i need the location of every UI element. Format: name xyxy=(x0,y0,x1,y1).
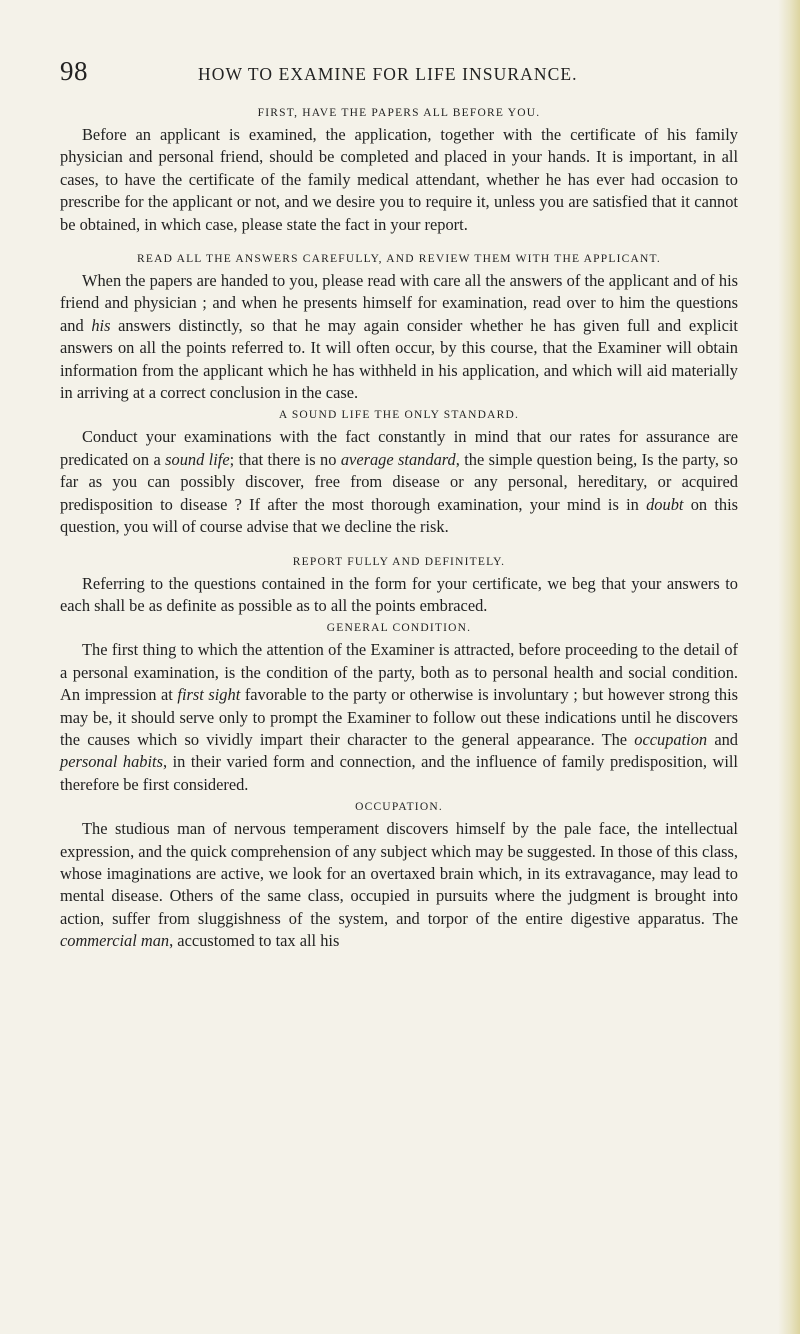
emphasis: doubt xyxy=(646,494,684,514)
emphasis: commercial man xyxy=(60,931,170,951)
section-paragraph: The studious man of nervous temperament discovers himself by the pale face, the intellectual expression, and the quick comprehension of any subject which may be suggested. In those of this class, whose imaginations are active, we look for an overtaxed brain which, in its extravagance, may lead to mental disease. Others of the same class, occupied in pursuits where the judgment is brought into action, suffer from sluggishness of the system, and torpor of the entire digestive apparatus. The commercial man, accustomed to tax all his xyxy=(60,819,738,951)
section-heading: A SOUND LIFE THE ONLY STANDARD. xyxy=(278,409,520,422)
running-title: HOW TO EXAMINE FOR LIFE INSURANCE. xyxy=(198,64,578,84)
section-paragraph: The first thing to which the attention of the Examiner is attracted, before proceeding to the detail of a personal examination, is the condition of the party, both as to personal health and social condition. An impression at first sight favorable to the party or otherwise is involuntary ; but however strong this may be, it should serve only to prompt the Examiner to follow out these indications until he discovers the causes which so vividly impart their character to the general appearance. The occupation and personal habits, in their varied form and connection, and the influence of family predisposition, will therefore be first considered. xyxy=(60,640,739,794)
section-report xyxy=(60,551,738,618)
running-head xyxy=(60,56,738,90)
section-papers xyxy=(60,102,738,236)
emphasis: his xyxy=(91,315,111,335)
section-standard xyxy=(60,404,738,538)
section-review xyxy=(60,248,738,404)
section-paragraph: Before an applicant is examined, the application, together with the certificate of his family physician and personal friend, should be completed and placed in your hands. It is important, in all cases, to have the certificate of the family medical attendant, whether he has ever had occasion to prescribe for the applicant or not, and we desire you to require it, unless you are satisfied that it cannot be obtained, in which case, please state the fact in your report. xyxy=(60,125,738,234)
section-heading: READ ALL THE ANSWERS CAREFULLY, AND REVIEW THEM WITH THE APPLICANT. xyxy=(137,253,661,266)
section-paragraph: Referring to the questions contained in the form for your certificate, we beg that your answers to each shall be as definite as possible as to all the points embraced. xyxy=(60,573,738,615)
section-paragraph: Conduct your examinations with the fact constantly in mind that our rates for assurance are predicated on a sound life; that there is no average standard, the simple question being, Is the party, so far as you can possibly discover, free from disease or any personal, hereditary, or acquired predisposition to disease ? If after the most thorough examination, your mind is in doubt on this question, you will of course advise that we decline the risk. xyxy=(60,427,739,537)
emphasis: occupation xyxy=(634,729,708,749)
section-occupation xyxy=(60,796,738,952)
emphasis: sound life xyxy=(165,449,230,469)
section-general xyxy=(60,617,738,796)
page-content xyxy=(60,56,738,953)
section-heading: OCCUPATION. xyxy=(355,801,443,814)
section-paragraph: When the papers are handed to you, please read with care all the answers of the applicant and of his friend and physician ; and when he presents himself for examination, read over to him the questions and his answers distinctly, so that he may again consider whether he has given full and explicit answers on all the points referred to. It will often occur, by this course, that the Examiner will obtain information from the applicant which he has withheld in his application, and which will aid materially in arriving at a correct conclusion in the case. xyxy=(60,271,738,403)
page-number: 98 xyxy=(60,56,88,86)
emphasis: first sight xyxy=(177,685,241,705)
emphasis: personal habits xyxy=(60,752,163,772)
page-edge-shading xyxy=(778,0,800,1334)
section-heading: REPORT FULLY AND DEFINITELY. xyxy=(292,555,506,568)
emphasis: average standard xyxy=(340,449,456,469)
section-heading: FIRST, HAVE THE PAPERS ALL BEFORE YOU. xyxy=(257,107,541,119)
section-heading: GENERAL CONDITION. xyxy=(326,622,472,635)
